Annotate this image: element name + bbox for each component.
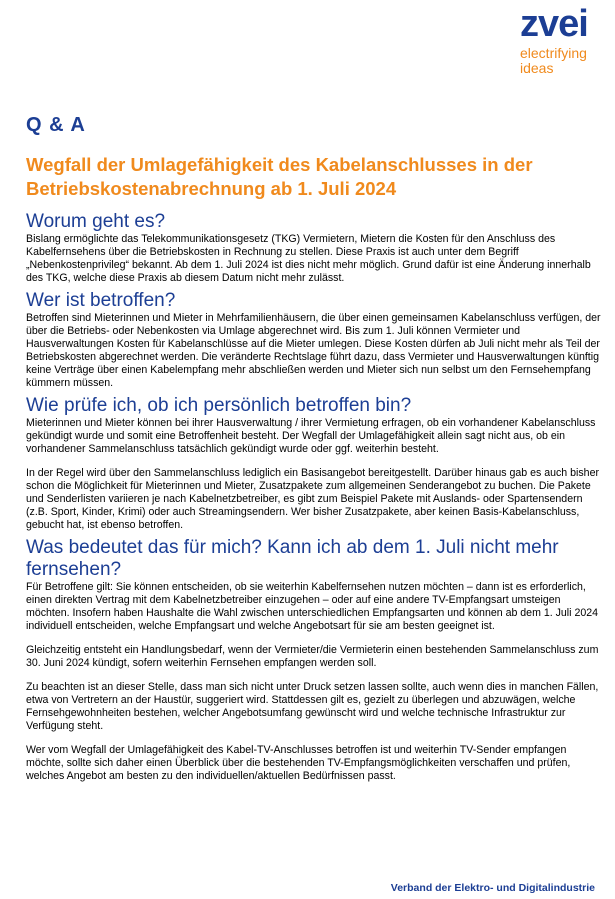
section-heading-bedeutung: Was bedeutet das für mich? Kann ich ab dem 1. Juli nicht mehr fernsehen? [26,537,559,580]
section-paragraph: Wer vom Wegfall der Umlagefähigkeit des Kabel-TV-Anschlusses betroffen ist und weiterhin TV-Sender empfangen möchte, sollte sich daher einen Überblick über die bestehenden TV-Empfangsmöglichkeiten verschaffen und prüfen, welches Angebot am besten zu den individuellen/aktuellen Bedürfnissen passt. [26,744,571,782]
logo-tagline-line-1: electrifying [520,45,587,61]
section-paragraph: Gleichzeitig entsteht ein Handlungsbedarf, wenn der Vermieter/die Vermieterin einen bestehenden Sammelanschluss zum 30. Juni 2024 kündigt, sofern weiterhin Fernsehen empfangen werden soll. [26,644,599,669]
logo-wordmark: zvei [520,3,588,45]
section-paragraph: Mieterinnen und Mieter können bei ihrer Hausverwaltung / ihrer Vermietung erfragen, ob ein vorhandener Kabelanschluss gekündigt wurde und somit eine Betroffenheit besteht. Der Wegfall der Umlagefähigkeit allein sagt nicht aus, ob ein vorhandener Sammelanschluss tatsächlich gekündigt wurde oder ggf. weiterhin besteht. [26,417,596,455]
zvei-logo [520,4,610,76]
footer-organization: Verband der Elektro- und Digitalindustrie [390,882,595,894]
section-heading-worum: Worum geht es? [26,211,166,232]
section-paragraph: Für Betroffene gilt: Sie können entscheiden, ob sie weiterhin Kabelfernsehen nutzen möchten – dann ist es erforderlich, einen direkten Vertrag mit dem Kabelnetzbetreiber einzugehen – oder auf eine andere TV-Empfangsart umsteigen möchten. Insofern haben Haushalte die Wahl zwischen unterschiedlichen Empfangsarten und können ab dem 1. Juli 2024 individuell entscheiden, welche Empfangsart und welche Angebotsart für sie am besten geeignet ist. [26,581,599,632]
logo-tagline-line-2: ideas [520,60,554,76]
section-paragraph: Bislang ermöglichte das Telekommunikationsgesetz (TKG) Vermietern, Mietern die Kosten für den Anschluss des Kabelfernsehens über die Betriebskosten in Rechnung zu stellen. Diese Praxis ist auch unter dem Begriff „Nebenkostenprivileg“ bekannt. Ab dem 1. Juli 2024 ist dies nicht mehr möglich. Grund dafür ist eine Änderung innerhalb des TKG, welche diese Praxis ab diesem Datum nicht mehr zulässt. [26,233,591,284]
section-paragraph: In der Regel wird über den Sammelanschluss lediglich ein Basisangebot bereitgestellt. Darüber hinaus gab es auch bisher schon die Möglichkeit für Mieterinnen und Mieter, Zusatzpakete zum allgemeinen Senderangebot zu buchen. Die Pakete und Senderlisten variieren je nach Kabelnetzbetreiber, es gibt zum Beispiel Pakete mit Auslands- oder Spartensendern (z.B. Sport, Kinder, Krimi) oder auch Streamingsendern. Wer bisher Zusatzpakete, aber keinen Basis-Kabelanschluss, gebucht hat, ist ebenso betroffen. [26,467,599,531]
document-body [26,211,601,783]
section-heading-pruefen: Wie prüfe ich, ob ich persönlich betroffen bin? [26,395,412,416]
section-paragraph: Zu beachten ist an dieser Stelle, dass man sich nicht unter Druck setzen lassen sollte, auch wenn dies in manchen Fällen, etwa von Vertretern an der Haustür, suggeriert wird. Stattdessen gilt es, gezielt zu überlegen und abzuwägen, welche Fernsehgewohnheiten bestehen, welcher Angebotsumfang gewünscht wird und welche technische Infrastruktur zur Verfügung steht. [26,681,599,732]
document-title: Wegfall der Umlagefähigkeit des Kabelanschlusses in der Betriebskostenabrechnung ab 1. Juli 2024 [26,154,533,199]
qa-label: Q & A [26,114,86,136]
section-heading-betroffen: Wer ist betroffen? [26,290,176,311]
section-paragraph: Betroffen sind Mieterinnen und Mieter in Mehrfamilienhäusern, die über einen gemeinsamen Kabelanschluss verfügen, der über die Betriebs- oder Nebenkosten via Umlage abgerechnet wird. Bis zum 1. Juli können Vermieter und Hausverwaltungen Kosten für Kabelanschlüsse auf die Mieter umlegen. Diese Kosten dürfen ab Juli nicht mehr als Teil der Betriebskosten abgerechnet werden. Die veränderte Rechtslage führt dazu, dass Vermieter und Hausverwaltungen künftig keine Verträge über einen Kabelempfang mehr abschließen werden und Mieter sich nun selbst um den Fernsehempfang kümmern müssen. [26,312,601,389]
